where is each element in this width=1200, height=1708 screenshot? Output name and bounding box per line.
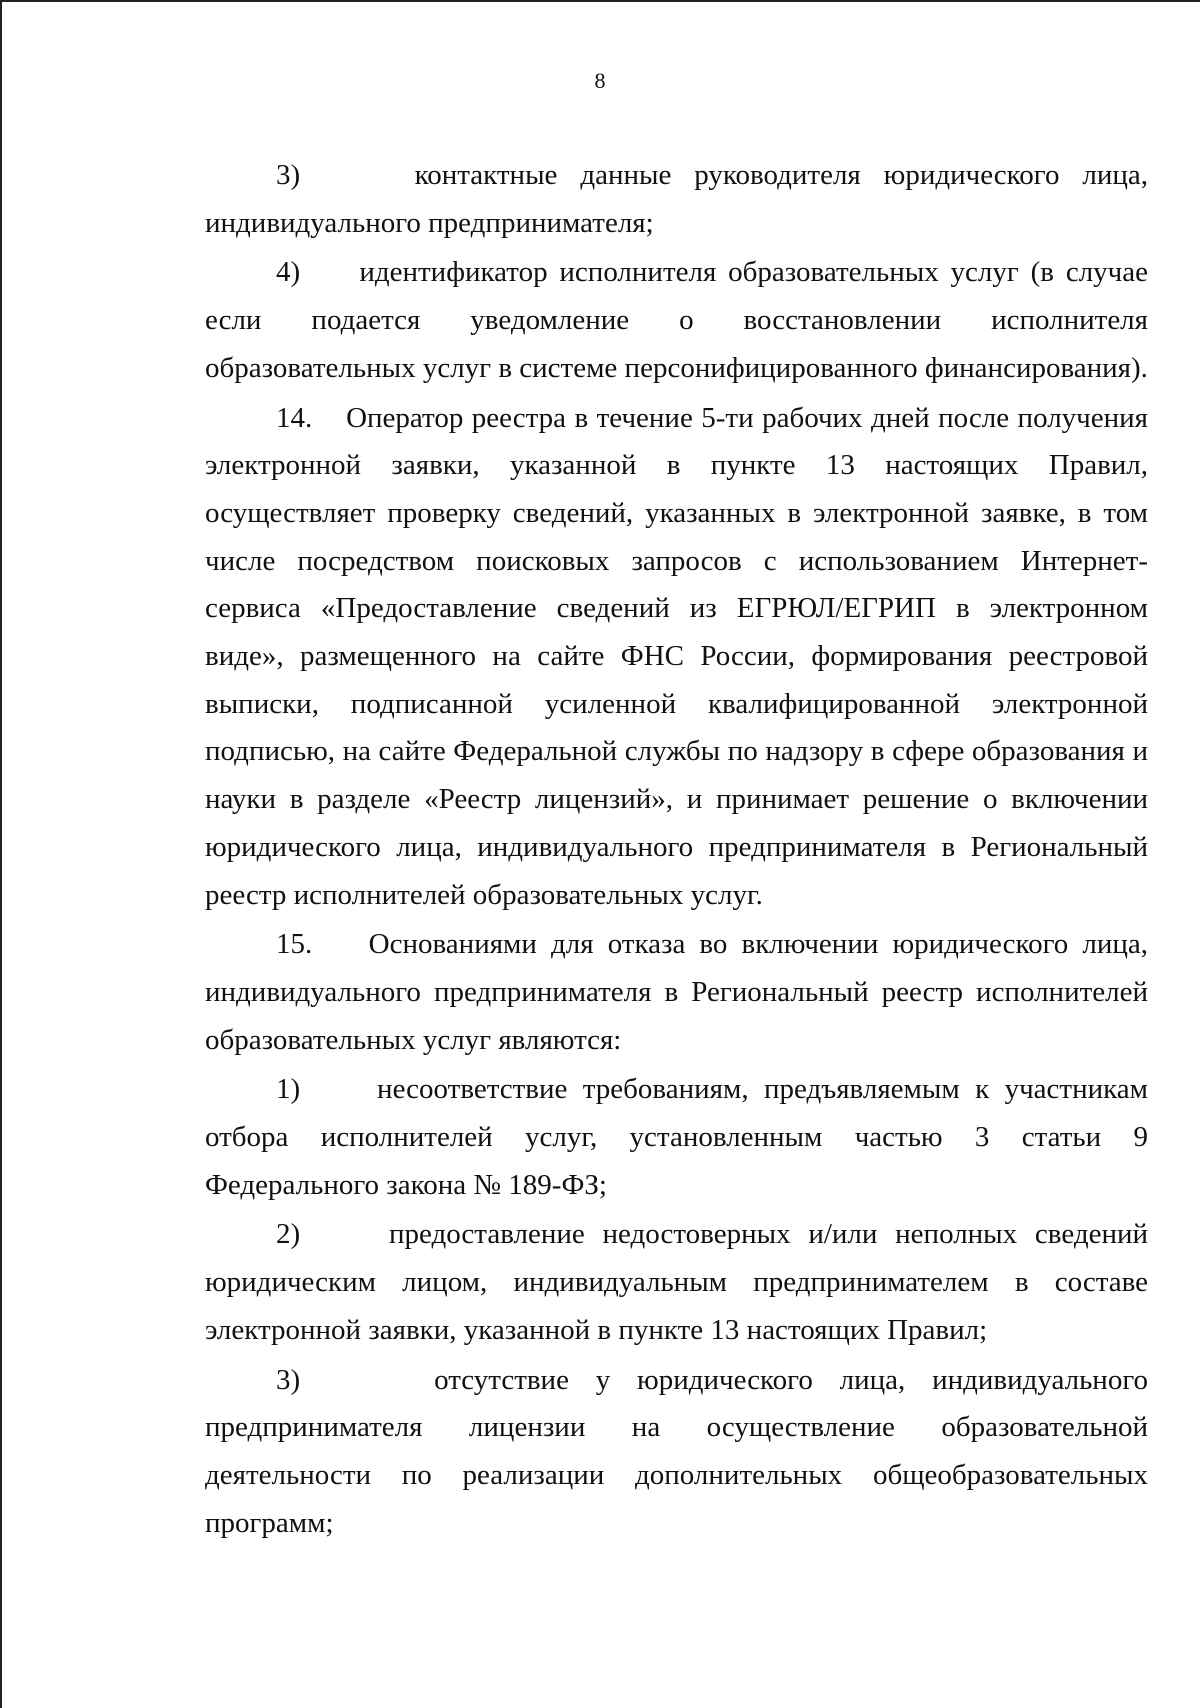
paragraph-subitem-1: 1) несоответствие требованиям, предъявляемым к участникам отбора исполнителей услуг, установленным частью 3 статьи 9 Федерального закона № 189-ФЗ; xyxy=(205,1073,1148,1201)
paragraph-item-3: 3) контактные данные руководителя юридического лица, индивидуального предпринимателя; xyxy=(205,159,1148,239)
page-number: 8 xyxy=(594,68,606,93)
scan-edge-top xyxy=(0,0,1200,2)
paragraph-clause-14: 14. Оператор реестра в течение 5-ти рабочих дней после получения электронной заявки, указанной в пункте 13 настоящих Правил, осуществляет проверку сведений, указанных в электронной заявке, в том числе посредством поисковых запросов с использованием Интернет-сервиса «Предоставление сведений из ЕГРЮЛ/ЕГРИП в электронном виде», размещенного на сайте ФНС России, формирования реестровой выписки, подписанной усиленной квалифицированной электронной подписью, на сайте Федеральной службы по надзору в сфере образования и науки в разделе «Реестр лицензий», и принимает решение о включении юридического лица, индивидуального предпринимателя в Региональный реестр исполнителей образовательных услуг. xyxy=(205,401,1148,911)
document-body xyxy=(205,152,1148,1547)
paragraph-clause-15: 15. Основаниями для отказа во включении юридического лица, индивидуального предпринимателя в Региональный реестр исполнителей образовательных услуг являются: xyxy=(205,928,1148,1056)
paragraph-subitem-2: 2) предоставление недостоверных и/или неполных сведений юридическим лицом, индивидуальным предпринимателем в составе электронной заявки, указанной в пункте 13 настоящих Правил; xyxy=(205,1218,1148,1346)
scan-edge-left xyxy=(0,0,2,1708)
paragraph-item-4: 4) идентификатор исполнителя образовательных услуг (в случае если подается уведомление о восстановлении исполнителя образовательных услуг в системе персонифицированного финансирования). xyxy=(205,256,1148,384)
paragraph-subitem-3: 3) отсутствие у юридического лица, индивидуального предпринимателя лицензии на осуществление образовательной деятельности по реализации дополнительных общеобразовательных программ; xyxy=(205,1363,1148,1539)
